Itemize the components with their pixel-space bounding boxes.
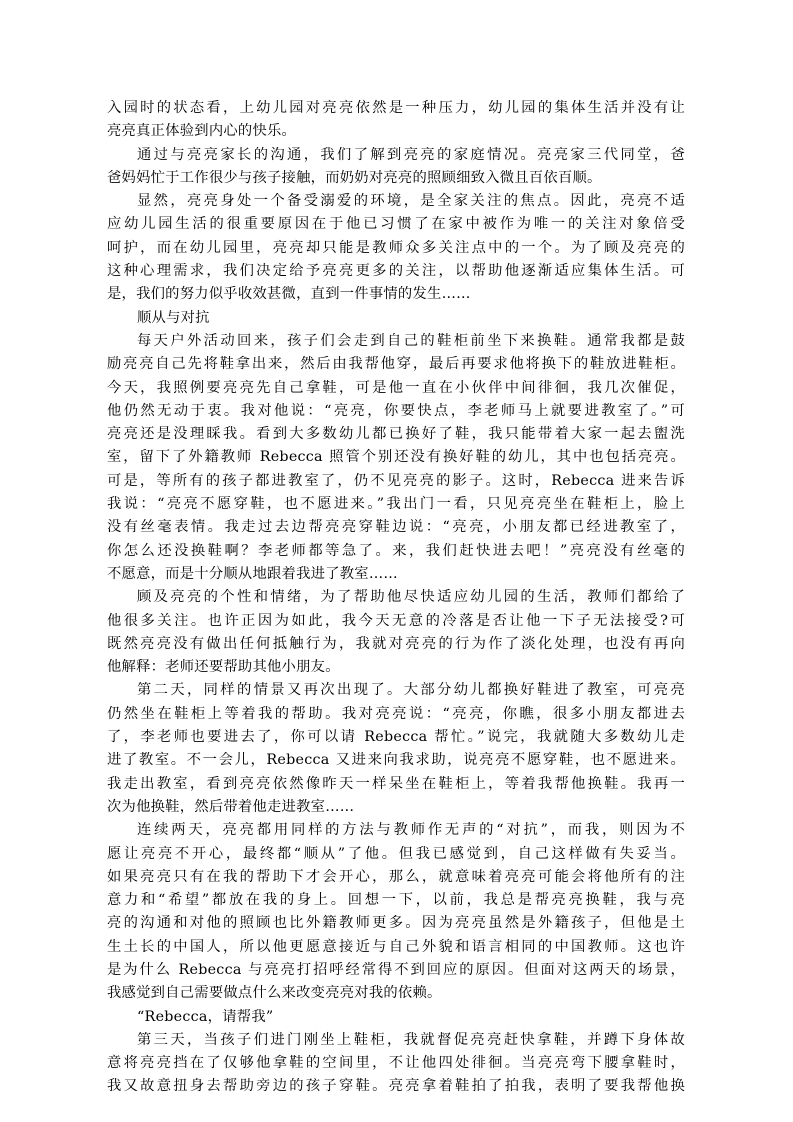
text-line: 不愿意，而是十分顺从地跟着我进了教室……: [107, 565, 398, 582]
text-line: 这种心理需求，我们决定给予亮亮更多的关注，以帮助他逐渐适应集体生活。可: [107, 263, 685, 280]
text-line: 你怎么还没换鞋啊？李老师都等急了。来，我们赶快进去吧！”亮亮没有丝毫的: [107, 542, 685, 559]
section-heading-text: 顺从与对抗: [137, 309, 210, 326]
text-line: 进了教室。不一会儿，Rebecca 又进来向我求助，说亮亮不愿穿鞋，也不愿进来。: [107, 752, 685, 769]
text-line: 每天户外活动回来，孩子们会走到自己的鞋柜前坐下来换鞋。通常我都是鼓: [137, 332, 685, 349]
text-line: 愿让亮亮不开心，最终都“顺从”了他。但我已感觉到，自己这样做有失妥当。: [107, 845, 685, 862]
text-line: 意力和“希望”都放在我的身上。回想一下，以前，我总是帮亮亮换鞋，我与亮: [107, 892, 685, 909]
text-line: 没有丝毫表情。我走过去边帮亮亮穿鞋边说：“亮亮，小朋友都已经进教室了，: [107, 519, 685, 536]
paragraph: [107, 97, 685, 144]
text-line: 我走出教室，看到亮亮依然像昨天一样呆坐在鞋柜上，等着我帮他换鞋。我再一: [107, 775, 685, 792]
text-line: 亮亮真正体验到内心的快乐。: [107, 123, 297, 140]
paragraph: [107, 679, 685, 819]
paragraph: [107, 330, 685, 586]
text-line: 呵护，而在幼儿园里，亮亮却只能是教师众多关注点中的一个。为了顾及亮亮的: [107, 239, 685, 256]
text-line: 爸妈妈忙于工作很少与孩子接触，而奶奶对亮亮的照顾细致入微且百依百顺。: [107, 169, 602, 186]
text-line: 顾及亮亮的个性和情绪，为了帮助他尽快适应幼儿园的生活，教师们都给了: [137, 589, 685, 606]
text-line: 显然，亮亮身处一个备受溺爱的环境，是全家关注的焦点。因此，亮亮不适: [137, 193, 685, 210]
text-line: 他仍然无动于衷。我对他说：“亮亮，你要快点，李老师马上就要进教室了。”可: [107, 402, 685, 419]
paragraph: [107, 586, 685, 679]
text-line: 励亮亮自己先将鞋拿出来，然后由我帮他穿，最后再要求他将换下的鞋放进鞋柜。: [107, 356, 685, 373]
text-line: 第二天，同样的情景又再次出现了。大部分幼儿都换好鞋进了教室，可亮亮: [137, 682, 685, 699]
document-body: [107, 97, 685, 1099]
text-line: 仍然坐在鞋柜上等着我的帮助。我对亮亮说：“亮亮，你瞧，很多小朋友都进去: [107, 705, 685, 722]
paragraph: [107, 144, 685, 191]
text-line: 亮的沟通和对他的照顾也比外籍教师更多。因为亮亮虽然是外籍孩子，但他是土: [107, 915, 685, 932]
text-line: 是为什么 Rebecca 与亮亮打招呼经常得不到回应的原因。但面对这两天的场景，: [107, 961, 685, 978]
text-line: 可是，等所有的孩子都进教室了，仍不见亮亮的影子。这时，Rebecca 进来告诉: [107, 472, 685, 489]
text-line: 我说：“亮亮不愿穿鞋，也不愿进来。”我出门一看，只见亮亮坐在鞋柜上，脸上: [107, 496, 685, 513]
text-line: 生土长的中国人，所以他更愿意接近与自己外貌和语言相同的中国教师。这也许: [107, 938, 685, 955]
paragraph: [107, 1029, 685, 1099]
text-line: 既然亮亮没有做出任何抵触行为，我就对亮亮的行为作了淡化处理，也没有再向: [107, 635, 685, 652]
paragraph: [107, 190, 685, 306]
text-line: 次为他换鞋，然后带着他走进教室……: [107, 798, 355, 815]
text-line: 他很多关注。也许正因为如此，我今天无意的冷落是否让他一下子无法接受?可: [107, 612, 685, 629]
text-line: 亮亮还是没理睬我。看到大多数幼儿都已换好了鞋，我只能带着大家一起去盥洗: [107, 426, 685, 443]
paragraph: [107, 819, 685, 1005]
text-line: 通过与亮亮家长的沟通，我们了解到亮亮的家庭情况。亮亮家三代同堂，爸: [137, 146, 685, 163]
section-heading: [107, 1006, 685, 1029]
text-line: 我感觉到自己需要做点什么来改变亮亮对我的依赖。: [107, 985, 442, 1002]
text-line: 应幼儿园生活的很重要原因在于他已习惯了在家中被作为唯一的关注对象倍受: [107, 216, 685, 233]
text-line: 他解释：老师还要帮助其他小朋友。: [107, 659, 340, 676]
text-line: 连续两天，亮亮都用同样的方法与教师作无声的“对抗”，而我，则因为不: [137, 822, 685, 839]
text-line: 今天，我照例要亮亮先自己拿鞋，可是他一直在小伙伴中间徘徊，我几次催促，: [107, 379, 685, 396]
text-line: 了，李老师也要进去了，你可以请 Rebecca 帮忙。”说完，我就随大多数幼儿走: [107, 729, 685, 746]
text-line: 意将亮亮挡在了仅够他拿鞋的空间里，不让他四处徘徊。当亮亮弯下腰拿鞋时，: [107, 1055, 685, 1072]
text-line: 如果亮亮只有在我的帮助下才会开心，那么，就意味着亮亮可能会将他所有的注: [107, 868, 685, 885]
section-heading: [107, 307, 685, 330]
text-line: 我又故意扭身去帮助旁边的孩子穿鞋。亮亮拿着鞋拍了拍我，表明了要我帮他换: [107, 1078, 685, 1095]
text-line: 是，我们的努力似乎收效甚微，直到一件事情的发生……: [107, 286, 471, 303]
text-line: 入园时的状态看，上幼儿园对亮亮依然是一种压力，幼儿园的集体生活并没有让: [107, 100, 685, 116]
section-heading-text: “Rebecca，请帮我”: [137, 1008, 274, 1025]
text-line: 室，留下了外籍教师 Rebecca 照管个别还没有换好鞋的幼儿，其中也包括亮亮。: [107, 449, 685, 466]
text-line: 第三天，当孩子们进门刚坐上鞋柜，我就督促亮亮赶快拿鞋，并蹲下身体故: [137, 1031, 685, 1048]
